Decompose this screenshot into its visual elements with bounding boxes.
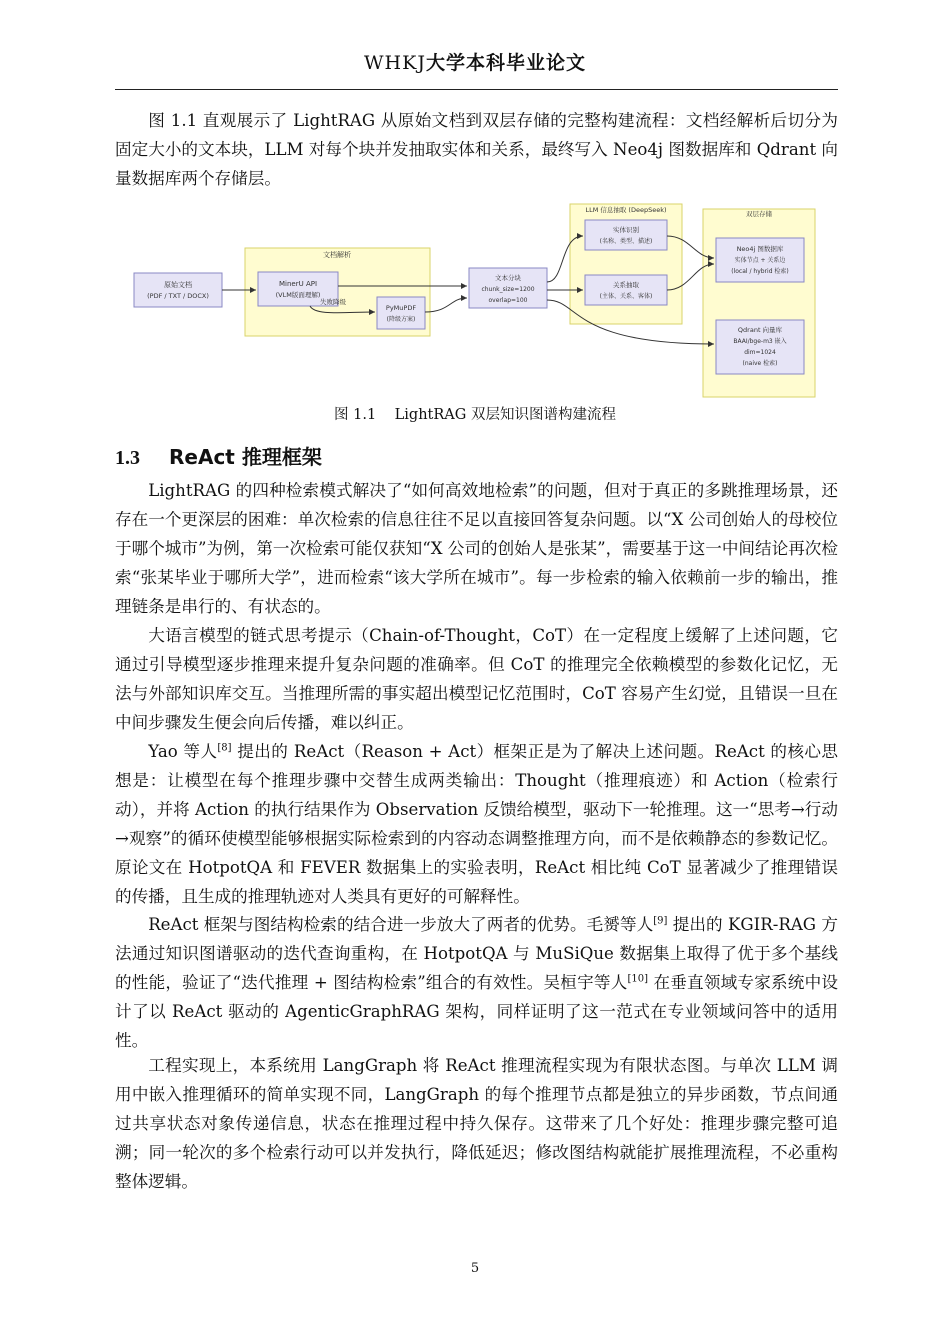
group-parse-label: 文档解析 [323,251,351,259]
header-rule [115,89,838,90]
section-title: ReAct 推理框架 [169,445,322,469]
paragraph-4 [115,910,838,1055]
group-store-label: 双层存储 [746,210,772,218]
intro-paragraph: 图 1.1 直观展示了 LightRAG 从原始文档到双层存储的完整构建流程：文档经解析后切分为固定大小的文本块，LLM 对每个块并发抽取实体和关系，最终写入 Neo4j 图数据库和 Qdrant 向量数据库两个存储层。 [115,111,838,188]
node-chunking-line3: overlap=100 [488,297,528,304]
node-qdrant-line1: Qdrant 向量库 [737,326,783,334]
node-pymupdf [377,297,425,329]
p4-text-a: ReAct 框架与图结构检索的结合进一步放大了两者的优势。毛赟等人 [148,915,654,934]
node-entity-line2: (名称、类型、描述) [599,238,653,245]
group-llm-label: LLM 信息抽取 (DeepSeek) [585,206,667,214]
paragraph-5: 工程实现上，本系统用 LangGraph 将 ReAct 推理流程实现为有限状态图。与单次 LLM 调用中嵌入推理循环的简单实现不同，LangGraph 的每个推理节点都是独立的异步函数，节点间通过共享状态对象传递信息，状态在推理过程中持久保存。这带来了几个好处：推理步骤完整可追溯；同一轮次的多个检索行动可以并发执行，降低延迟；修改图结构就能扩展推理流程，不必重构整体逻辑。 [115,1056,838,1191]
node-source-docs [134,273,222,307]
node-relation-line1: 关系抽取 [613,281,639,289]
paragraph-3 [115,737,838,911]
p3-text-b: 提出的 ReAct（Reason + Act）框架正是为了解决上述问题。ReAct 的核心思想是：让模型在每个推理步骤中交替生成两类输出：Thought（推理痕迹）和 Action（检索行动），并将 Action 的执行结果作为 Observation 反馈给模型，驱动下一轮推理。这一“思考→行动→观察”的循环使模型能够根据实际检索到的内容动态调整推理方向，而不是依赖静态的参数记忆。原论文在 HotpotQA 和 FEVER 数据集上的实验表明，ReAct 相比纯 CoT 显著减少了推理错误的传播，且生成的推理轨迹对人类具有更好的可解释性。 [115,742,839,906]
page-number: 5 [470,1261,480,1276]
node-chunking-line2: chunk_size=1200 [481,286,535,293]
node-relation-line2: (主体、关系、客体) [599,293,653,300]
node-entity-extraction [585,220,667,250]
p4-text-c: 在垂直领域专家系统中设计了以 ReAct 驱动的 AgenticGraphRAG 架构，同样证明了这一范式在专业领域问答中的适用性。 [115,973,838,1050]
node-qdrant-line2: BAAI/bge-m3 嵌入 [733,338,787,345]
edge-fallback-label: 失败降级 [320,298,346,306]
flowchart-diagram [120,200,835,400]
node-qdrant-line3: dim=1024 [744,349,776,356]
node-neo4j-line1: Neo4j 图数据库 [736,245,784,253]
paragraph-2: 大语言模型的链式思考提示（Chain-of-Thought，CoT）在一定程度上缓解了上述问题，它通过引导模型逐步推理来提升复杂问题的准确率。但 CoT 的推理完全依赖模型的参数化记忆，无法与外部知识库交互。当推理所需的事实超出模型记忆范围时，CoT 容易产生幻觉，且错误一旦在中间步骤发生便会向后传播，难以纠正。 [115,626,838,732]
node-neo4j-line3: (local / hybrid 检索) [731,268,789,275]
node-mineru-line1: MinerU API [278,280,318,288]
node-source-docs-line2: (PDF / TXT / DOCX) [147,292,209,300]
citation-9[interactable]: [9] [653,915,668,927]
paragraph-1: LightRAG 的四种检索模式解决了“如何高效地检索”的问题，但对于真正的多跳推理场景，还存在一个更深层的困难：单次检索的信息往往不足以直接回答复杂问题。以“X 公司创始人的母校位于哪个城市”为例，第一次检索可能仅获知“X 公司的创始人是张某”，需要基于这一中间结论再次检索“张某毕业于哪所大学”，进而检索“该大学所在城市”。每一步检索的输入依赖前一步的输出，推理链条是串行的、有状态的。 [115,481,838,616]
figure-caption: 图 1.1 LightRAG 双层知识图谱构建流程 [334,407,616,423]
page-header [0,48,950,75]
node-mineru-line2: (VLM版面理解) [275,291,321,299]
node-pymupdf-line1: PyMuPDF [385,304,417,312]
citation-10[interactable]: [10] [627,973,648,985]
node-relation-extraction [585,275,667,305]
section-number: 1.3 [115,447,140,469]
node-pymupdf-line2: (降级方案) [386,316,416,323]
edge-pymupdf-chunk [425,298,467,312]
node-entity-line1: 实体识别 [613,226,639,234]
section-heading [115,441,322,470]
node-qdrant-line4: (naive 检索) [742,360,778,367]
header-latin: WHKJ [364,52,426,74]
p4-text-b: 提出的 KGIR-RAG 方法通过知识图谱驱动的迭代查询重构，在 HotpotQA 与 MuSiQue 数据集上取得了优于多个基线的性能，验证了“迭代推理 + 图结构检索”组合的有效性。吴桓宇等人 [115,915,838,992]
node-chunking-line1: 文本分块 [495,274,521,282]
node-neo4j-line2: 实体节点 + 关系边 [734,257,786,264]
node-source-docs-line1: 原始文档 [164,281,192,289]
p3-text-a: Yao 等人 [148,742,218,761]
citation-8[interactable]: [8] [217,742,232,754]
header-title: 大学本科毕业论文 [425,52,586,74]
